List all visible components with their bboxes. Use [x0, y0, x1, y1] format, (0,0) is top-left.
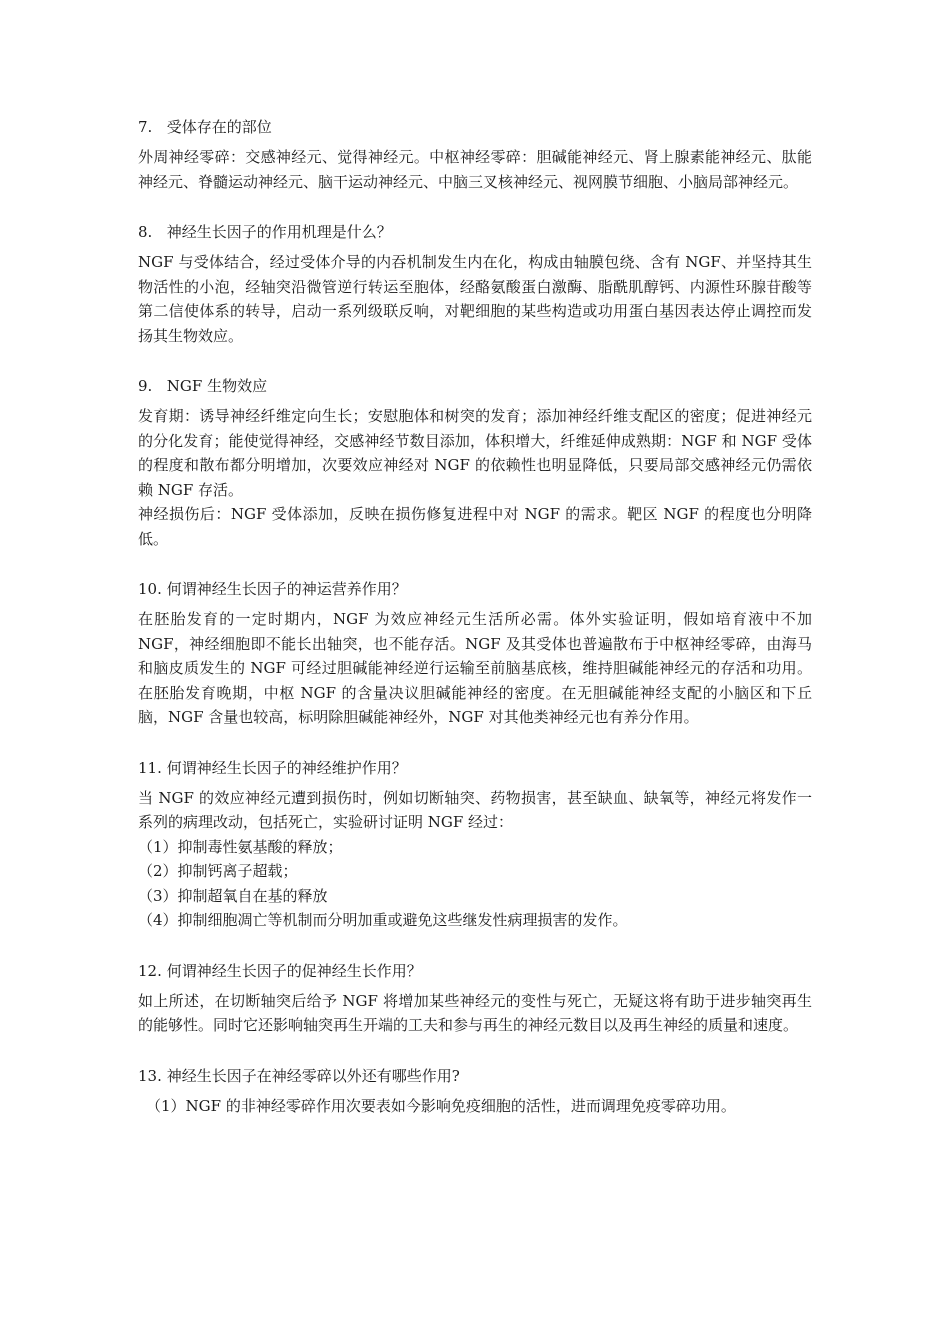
question-number: 12. [138, 961, 162, 980]
question-title: 神经生长因子在神经零碎以外还有哪些作用? [166, 1066, 460, 1085]
section-9 [138, 374, 812, 551]
question-number: 11. [138, 758, 162, 777]
section-11 [138, 756, 812, 933]
question-number: 8. [138, 223, 153, 241]
answer-paragraph: 当 NGF 的效应神经元遭到损伤时，例如切断轴突、药物损害，甚至缺血、缺氧等，神经元将发作一系列的病理改动，包括死亡，实验研讨证明 NGF 经过： [138, 788, 812, 831]
section-12 [138, 959, 812, 1038]
list-item: （4）抑制细胞凋亡等机制而分明加重或避免这些继发性病理损害的发作。 [138, 911, 628, 929]
question-number: 10. [138, 580, 162, 598]
section-8 [138, 220, 812, 348]
question-heading [138, 577, 812, 601]
question-heading [138, 959, 812, 983]
question-title: 何谓神经生长因子的促神经生长作用？ [166, 961, 422, 980]
question-title: 神经生长因子的作用机理是什么？ [166, 223, 392, 241]
answer-paragraph: 神经损伤后：NGF 受体添加，反映在损伤修复进程中对 NGF 的需求。靶区 NGF 的程度也分明降低。 [138, 505, 812, 548]
question-title: 何谓神经生长因子的神经维护作用？ [166, 758, 407, 777]
list-item: （1）NGF 的非神经零碎作用次要表如今影响免疫细胞的活性，进而调理免疫零碎功用。 [146, 1096, 736, 1115]
question-number: 9. [138, 377, 153, 395]
question-title: 受体存在的部位 [166, 118, 272, 136]
question-heading [138, 1064, 812, 1088]
answer-paragraph: 外周神经零碎：交感神经元、觉得神经元。中枢神经零碎：胆碱能神经元、肾上腺素能神经元、肽能神经元、脊髓运动神经元、脑干运动神经元、中脑三叉核神经元、视网膜节细胞、小脑局部神经元。 [138, 148, 812, 191]
question-heading [138, 115, 812, 139]
question-heading [138, 374, 812, 398]
answer-paragraph: 发育期：诱导神经纤维定向生长；安慰胞体和树突的发育；添加神经纤维支配区的密度；促进神经元的分化发育；能使觉得神经，交感神经节数目添加，体积增大，纤维延伸成熟期：NGF 和 NGF 受体的程度和散布都分明增加，次要效应神经对 NGF 的依赖性也明显降低，只要局部交感神经元仍需依赖 NGF 存活。 [138, 407, 812, 499]
answer-paragraph: 如上所述，在切断轴突后给予 NGF 将增加某些神经元的变性与死亡，无疑这将有助于进步轴突再生的能够性。同时它还影响轴突再生开端的工夫和参与再生的神经元数目以及再生神经的质量和速度。 [138, 991, 812, 1034]
question-number: 7. [138, 118, 153, 136]
list-item: （3）抑制超氧自在基的释放 [138, 886, 328, 905]
list-item: （2）抑制钙离子超载； [138, 862, 298, 880]
question-number: 13. [138, 1066, 162, 1085]
question-title: NGF 生物效应 [166, 377, 268, 395]
answer-paragraph: NGF 与受体结合，经过受体介导的内吞机制发生内在化，构成由轴膜包绕、含有 NGF、并坚持其生物活性的小泡，经轴突沿微管逆行转运至胞体，经酪氨酸蛋白激酶、脂酰肌醇钙、内源性环腺苷酸等第二信使体系的转导，启动一系列级联反响，对靶细胞的某些构造或功用蛋白基因表达停止调控而发扬其生物效应。 [138, 253, 812, 345]
question-title: 何谓神经生长因子的神运营养作用？ [166, 580, 407, 598]
list-item: （1）抑制毒性氨基酸的释放； [138, 837, 343, 856]
answer-paragraph: 在胚胎发育的一定时期内，NGF 为效应神经元生活所必需。体外实验证明，假如培育液中不加 NGF，神经细胞即不能长出轴突，也不能存活。NGF 及其受体也普遍散布于中枢神经零碎，由海马和脑皮质发生的 NGF 可经过胆碱能神经逆行运输至前脑基底核，维持胆碱能神经元的存活和功用。在胚胎发育晚期，中枢 NGF 的含量决议胆碱能神经的密度。在无胆碱能神经支配的小脑区和下丘脑，NGF 含量也较高，标明除胆碱能神经外，NGF 对其他类神经元也有养分作用。 [138, 610, 812, 726]
section-13 [138, 1064, 812, 1119]
question-heading [138, 756, 812, 780]
section-10 [138, 577, 812, 730]
question-heading [138, 220, 812, 244]
section-7 [138, 115, 812, 194]
